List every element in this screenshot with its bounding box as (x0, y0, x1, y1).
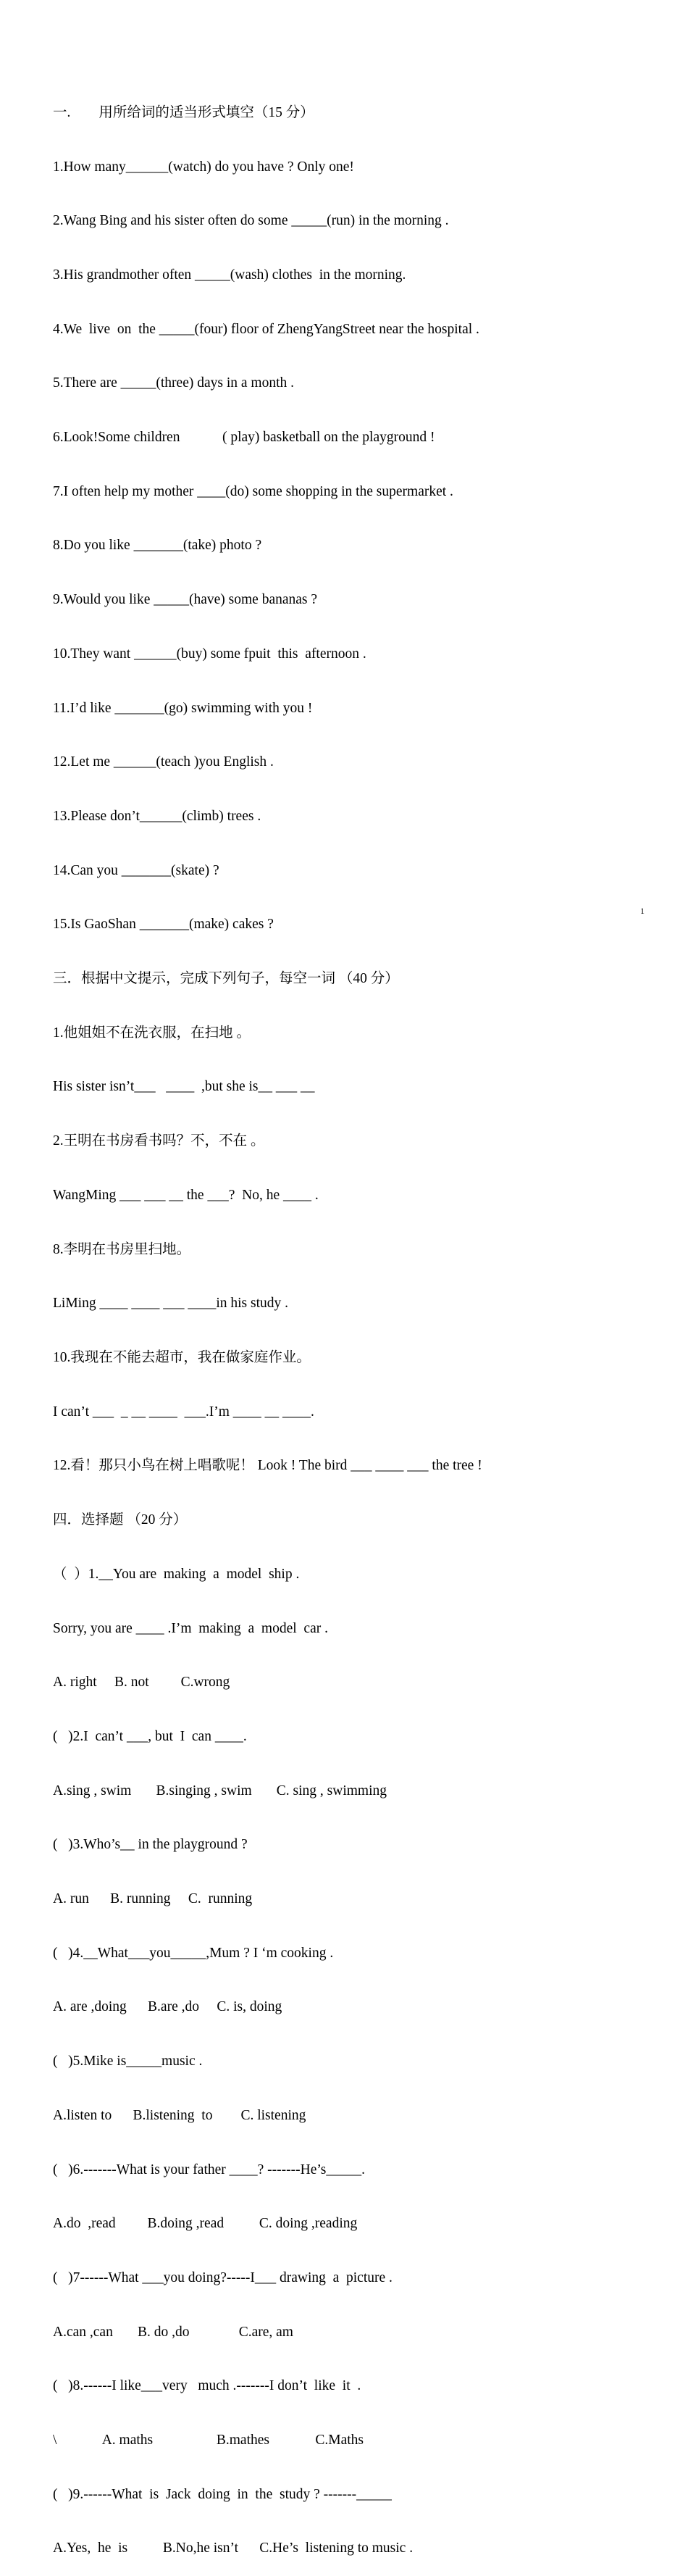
answer-line: LiMing ____ ____ ___ ____in his study . (53, 1296, 289, 1312)
question-line: 7.I often help my mother ____(do) some shopping in the supermarket . (53, 483, 453, 499)
question-line: ( )5.Mike is_____music . (53, 2054, 203, 2069)
question-line: 5.There are _____(three) days in a month . (53, 375, 295, 391)
options-line: A. are ,doing B.are ,do C. is, doing (53, 1999, 282, 2015)
options-line: A. right B. not C.wrong (53, 1675, 230, 1691)
question-line: ( )7------What ___you doing?-----I___ drawing a picture . (53, 2269, 393, 2285)
question-line: 3.His grandmother often _____(wash) clothes in the morning. (53, 267, 406, 283)
page-number: 1 (640, 906, 645, 916)
question-line: 2.王明在书房看书吗？不，不在 。 (53, 1133, 265, 1149)
question-line: 1.How many______(watch) do you have ? Only one! (53, 159, 354, 175)
section-4-heading: 四．选择题 （20 分） (53, 1512, 188, 1528)
options-line: A. run B. running C. running (53, 1891, 253, 1907)
question-line: 10.我现在不能去超市，我在做家庭作业。 (53, 1349, 311, 1365)
question-line: 15.Is GaoShan _______(make) cakes ? (53, 917, 274, 933)
worksheet-body (53, 68, 647, 2576)
answer-line: I can’t ___ _ __ ____ ___.I’m ____ __ ____. (53, 1404, 314, 1420)
options-line: A.sing , swim B.singing , swim C. sing , swimming (53, 1783, 387, 1798)
question-line: 4.We live on the _____(four) floor of ZhengYangStreet near the hospital . (53, 321, 479, 337)
question-line: 9.Would you like _____(have) some bananas ? (53, 592, 318, 608)
question-line: 1.他姐姐不在洗衣服，在扫地 。 (53, 1025, 251, 1041)
options-line: A.Yes, he is B.No,he isn’t C.He’s listening to music . (53, 2540, 414, 2556)
question-line: 11.I’d like _______(go) swimming with you ! (53, 700, 313, 716)
question-line: 8.李明在书房里扫地。 (53, 1241, 191, 1257)
question-line: 12.Let me ______(teach )you English . (53, 754, 274, 770)
question-line: ( )8.------I like___very much .-------I don’t like it . (53, 2378, 361, 2394)
question-line: ( )6.-------What is your father ____? -------He’s_____. (53, 2162, 365, 2177)
answer-line: His sister isn’t___ ____ ,but she is__ ___ __ (53, 1079, 315, 1095)
answer-line: WangMing ___ ___ __ the ___? No, he ____ . (53, 1187, 319, 1203)
question-line: ( )9.------What is Jack doing in the study ? -------_____ (53, 2486, 392, 2502)
question-line: 12.看！那只小鸟在树上唱歌呢！ Look ! The bird ___ ____ ___ the tree ! (53, 1458, 482, 1474)
question-line: 6.Look!Some children ( play) basketball on the playground ! (53, 430, 435, 446)
options-line: A.can ,can B. do ,do C.are, am (53, 2324, 293, 2340)
options-line: A.listen to B.listening to C. listening (53, 2107, 306, 2123)
question-line: 14.Can you _______(skate) ? (53, 862, 219, 878)
options-line: A.do ,read B.doing ,read C. doing ,reading (53, 2216, 358, 2232)
question-line: Sorry, you are ____ .I’m making a model car . (53, 1620, 328, 1636)
section-1-heading: 一. 用所给词的适当形式填空（15 分） (53, 104, 314, 120)
question-line: ( )3.Who’s__ in the playground ? (53, 1837, 248, 1853)
question-line: 2.Wang Bing and his sister often do some _____(run) in the morning . (53, 213, 449, 229)
options-line: \ A. maths B.mathes C.Maths (53, 2433, 364, 2448)
question-line: （ ）1.__You are making a model ship . (53, 1566, 300, 1582)
question-line: 10.They want ______(buy) some fpuit this afternoon . (53, 646, 366, 662)
question-line: ( )2.I can’t ___, but I can ____. (53, 1728, 247, 1744)
question-line: 8.Do you like _______(take) photo ? (53, 538, 262, 554)
question-line: ( )4.__What___you_____,Mum ? I ‘m cooking . (53, 1945, 334, 1961)
question-line: 13.Please don’t______(climb) trees . (53, 808, 261, 824)
section-3-heading: 三．根据中文提示，完成下列句子，每空一词 （40 分） (53, 971, 399, 987)
